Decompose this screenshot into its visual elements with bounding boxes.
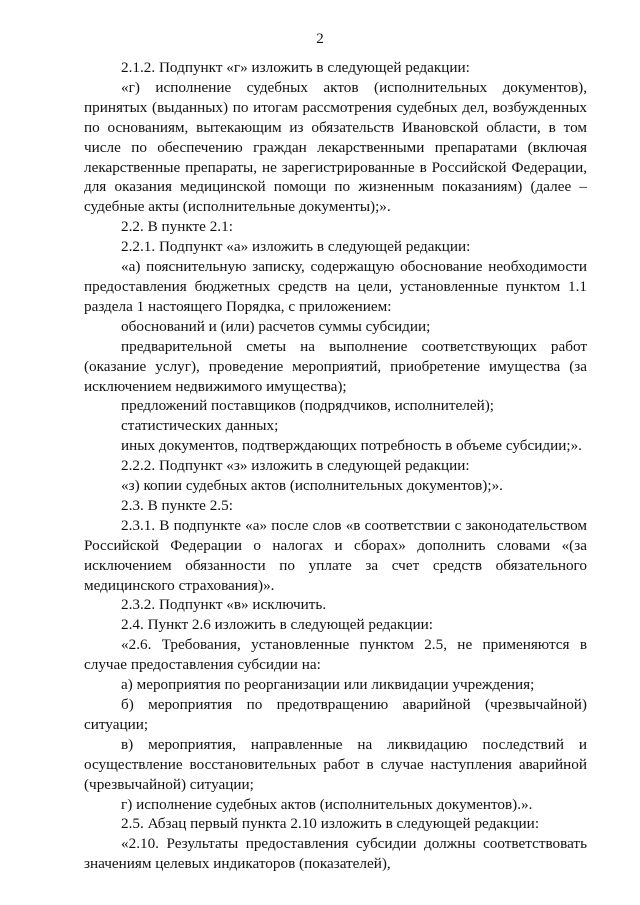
- paragraph-item-a: а) мероприятия по реорганизации или ликвидации учреждения;: [121, 676, 535, 694]
- paragraph-item-b: б) мероприятия по предотвращению аварийной (чрезвычайной) ситуации;: [84, 696, 587, 733]
- paragraph-2-3-heading: 2.3. В пункте 2.5:: [121, 496, 233, 514]
- paragraph-2-2-heading: 2.2. В пункте 2.1:: [121, 218, 233, 236]
- paragraph-attachment-offers: предложений поставщиков (подрядчиков, исполнителей);: [121, 397, 494, 415]
- paragraph-2-3-2-text: 2.3.2. Подпункт «в» исключить.: [121, 596, 327, 614]
- paragraph-2-4-heading: 2.4. Пункт 2.6 изложить в следующей редакции:: [121, 616, 434, 634]
- paragraph-2-5-heading: 2.5. Абзац первый пункта 2.10 изложить в следующей редакции:: [121, 815, 540, 833]
- paragraph-2-6-text: «2.6. Требования, установленные пунктом 2.5, не применяются в случае предоставления субсидии на:: [84, 636, 587, 674]
- paragraph-attachment-calculations: обоснований и (или) расчетов суммы субсидии;: [121, 317, 431, 335]
- page-number: 2: [316, 31, 324, 47]
- paragraph-attachment-other-docs: иных документов, подтверждающих потребность в объеме субсидии;».: [121, 437, 582, 455]
- paragraph-item-g: г) исполнение судебных актов (исполнительных документов).».: [121, 795, 533, 813]
- paragraph-2-10-text: «2.10. Результаты предоставления субсидии должны соответствовать значениям целевых индикаторов (показателей),: [84, 835, 587, 873]
- paragraph-2-2-1-heading: 2.2.1. Подпункт «а» изложить в следующей редакции:: [121, 238, 471, 256]
- paragraph-2-2-2-heading: 2.2.2. Подпункт «з» изложить в следующей редакции:: [121, 457, 470, 475]
- document-body: [84, 58, 587, 874]
- paragraph-subitem-z-text: «з) копии судебных актов (исполнительных документов);».: [121, 477, 503, 495]
- paragraph-2-3-1-text: 2.3.1. В подпункте «а» после слов «в соответствии с законодательством Российской Федерации о налогах и сборах» дополнить словами «(за исключением обязанности по уплате за счет средств обязательного медицинского страхования)».: [84, 516, 587, 594]
- paragraph-item-v: в) мероприятия, направленные на ликвидацию последствий и осуществление восстановительных работ в случае наступления аварийной (чрезвычайной) ситуации;: [84, 735, 587, 793]
- paragraph-subitem-a-text: «а) пояснительную записку, содержащую обоснование необходимости предоставления бюджетных средств на цели, установленные пунктом 1.1 раздела 1 настоящего Порядка, с приложением:: [84, 258, 587, 315]
- paragraph-attachment-statistics: статистических данных;: [121, 417, 279, 435]
- paragraph-2-1-2-heading: 2.1.2. Подпункт «г» изложить в следующей редакции:: [121, 59, 470, 76]
- paragraph-subitem-g-text: «г) исполнение судебных актов (исполнительных документов), принятых (выданных) по итогам рассмотрения судебных дел, возбужденных по основаниям, вытекающим из обязательств Ивановской области, в том числе по обеспечению граждан лекарственными препаратами (включая лекарственные препараты, не зарегистрированные в Российской Федерации, для оказания медицинской помощи по жизненным показаниям) (далее – судебные акты (исполнительные документы);».: [84, 78, 587, 216]
- paragraph-attachment-estimate: предварительной сметы на выполнение соответствующих работ (оказание услуг), проведение мероприятий, приобретение имущества (за исключением недвижимого имущества);: [84, 337, 587, 395]
